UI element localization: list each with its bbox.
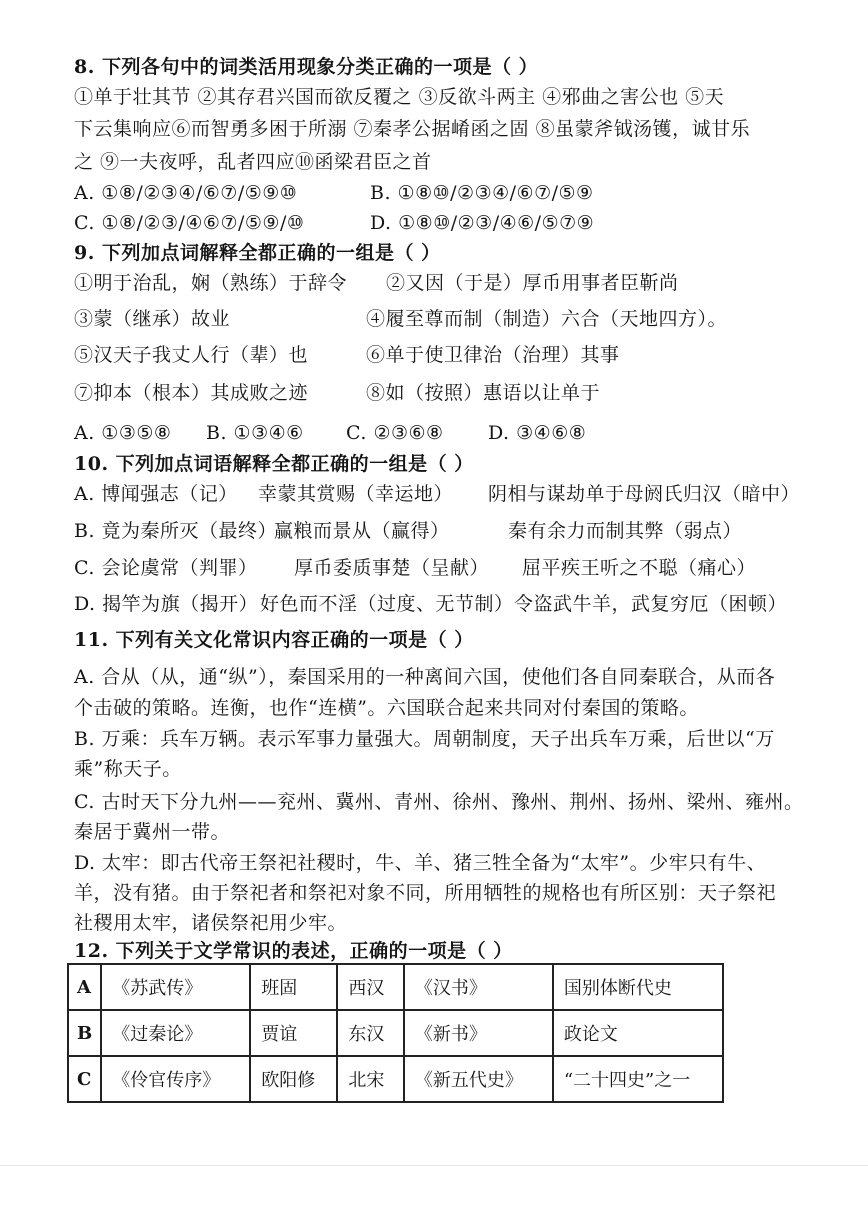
q9-item-1: ①明于治乱，娴（熟练）于辞令 [74,272,348,294]
book-cell: 《汉书》 [404,964,553,1010]
q9-row-3 [74,342,620,368]
q11-d-line-2: 羊，没有猪。由于祭祀者和祭祀对象不同，所用牺牲的规格也有所区别：天子祭祀 [74,882,777,904]
note-cell: 国别体断代史 [553,964,723,1010]
q10-a-3: 阴相与谋劫单于母阏氏归汉（暗中） [488,483,801,505]
q10-row-d [74,591,788,617]
row-label: C [68,1056,101,1102]
table-row [68,1010,723,1056]
era-cell: 西汉 [337,964,403,1010]
q11-c-line-2: 秦居于冀州一带。 [74,821,231,843]
q11-a-line-2: 个击破的策略。连衡，也作“连横”。六国联合起来共同对付秦国的策略。 [74,697,699,719]
q8-stem: 8. 下列各句中的词类活用现象分类正确的一项是（ ） [74,56,539,78]
q10-b-2: 赢粮而景从（赢得） [274,520,450,542]
q10-a-2: 幸蒙其赏赐（幸运地） [258,483,454,505]
q8-option-d: D. ①⑧⑩/②③/④⑥/⑤⑦⑨ [370,212,595,234]
q9-item-6: ⑥单于使卫律治（治理）其事 [366,344,620,366]
q11-d-line-3: 社稷用太牢，诸侯祭祀用少牢。 [74,912,348,934]
q9-option-b: B. ①③④⑥ [206,422,304,444]
literature-table [67,963,724,1103]
q11-b-line-1: B. 万乘：兵车万辆。表示军事力量强大。周朝制度，天子出兵车万乘，后世以“万 [74,728,775,750]
q9-option-d: D. ③④⑥⑧ [488,422,587,444]
row-label: B [68,1010,101,1056]
row-label: A [68,964,101,1010]
q12-stem: 12. 下列关于文学常识的表述，正确的一项是（ ） [74,940,513,962]
work-cell: 《过秦论》 [101,1010,250,1056]
q9-item-7: ⑦抑本（根本）其成败之迹 [74,382,309,404]
q10-c-2: 厚币委质事楚（呈献） [294,557,490,579]
q10-d-3: 令盗武牛羊，武复穷厄（困顿） [514,593,788,615]
book-cell: 《新书》 [404,1010,553,1056]
q8-option-c: C. ①⑧/②③/④⑥⑦/⑤⑨/⑩ [74,212,305,234]
q11-b-line-2: 乘”称天子。 [74,758,182,780]
q9-option-a: A. ①③⑤⑧ [74,422,172,444]
q8-line-3: 之 ⑨一夫夜呼，乱者四应⑩函梁君臣之首 [74,151,432,173]
q9-row-1 [74,270,679,296]
q8-line-1: ①单于壮其节 ②其存君兴国而欲反覆之 ③反欲斗两主 ④邪曲之害公也 ⑤天 [74,86,725,108]
scan-edge-divider [0,1165,868,1166]
note-cell: 政论文 [553,1010,723,1056]
q9-item-4: ④履至尊而制（制造）六合（天地四方）。 [366,308,728,330]
q9-stem: 9. 下列加点词解释全都正确的一组是（ ） [74,242,441,264]
q10-d-1: D. 揭竿为旗（揭开） [74,593,259,615]
q9-options [74,420,587,446]
q8-options-ab [74,180,594,206]
q11-stem: 11. 下列有关文化常识内容正确的一项是（ ） [74,629,474,651]
q9-item-8: ⑧如（按照）惠语以让单于 [366,382,601,404]
q10-stem: 10. 下列加点词语解释全都正确的一组是（ ） [74,453,474,475]
q9-item-3: ③蒙（继承）故业 [74,308,231,330]
q10-row-c [74,555,757,581]
q8-option-a: A. ①⑧/②③④/⑥⑦/⑤⑨⑩ [74,182,298,204]
q8-line-2: 下云集响应⑥而智勇多困于所溺 ⑦秦孝公据崤函之固 ⑧虽蒙斧钺汤镬，诚甘乐 [74,118,751,140]
q10-row-b [74,518,743,544]
q11-d-line-1: D. 太牢：即古代帝王祭祀社稷时，牛、羊、猪三牲全备为“太牢”。少牢只有牛、 [74,852,767,874]
q10-row-a [74,481,801,507]
work-cell: 《苏武传》 [101,964,250,1010]
book-cell: 《新五代史》 [404,1056,553,1102]
author-cell: 欧阳修 [250,1056,337,1102]
q10-b-1: B. 竟为秦所灭（最终） [74,520,278,542]
q10-b-3: 秦有余力而制其弊（弱点） [508,520,743,542]
work-cell: 《伶官传序》 [101,1056,250,1102]
table-row [68,964,723,1010]
q10-c-3: 屈平疾王听之不聪（痛心） [522,557,757,579]
q10-a-1: A. 博闻强志（记） [74,483,238,505]
era-cell: 东汉 [337,1010,403,1056]
q9-item-2: ②又因（于是）厚币用事者臣靳尚 [386,272,679,294]
q8-option-b: B. ①⑧⑩/②③④/⑥⑦/⑤⑨ [370,182,594,204]
q11-a-line-1: A. 合从（从，通“纵”），秦国采用的一种离间六国，使他们各自同秦联合，从而各 [74,666,776,688]
q10-c-1: C. 会论虞常（判罪） [74,557,258,579]
q10-d-2: 好色而不淫（过度、无节制） [260,593,514,615]
q9-row-4 [74,380,601,406]
era-cell: 北宋 [337,1056,403,1102]
q9-option-c: C. ②③⑥⑧ [346,422,444,444]
q9-row-2 [74,306,728,332]
note-cell: “二十四史”之一 [553,1056,723,1102]
author-cell: 贾谊 [250,1010,337,1056]
q8-options-cd [74,210,595,236]
author-cell: 班固 [250,964,337,1010]
table-row [68,1056,723,1102]
q11-c-line-1: C. 古时天下分九州——兖州、冀州、青州、徐州、豫州、荆州、扬州、梁州、雍州。 [74,791,804,813]
q9-item-5: ⑤汉天子我丈人行（辈）也 [74,344,309,366]
